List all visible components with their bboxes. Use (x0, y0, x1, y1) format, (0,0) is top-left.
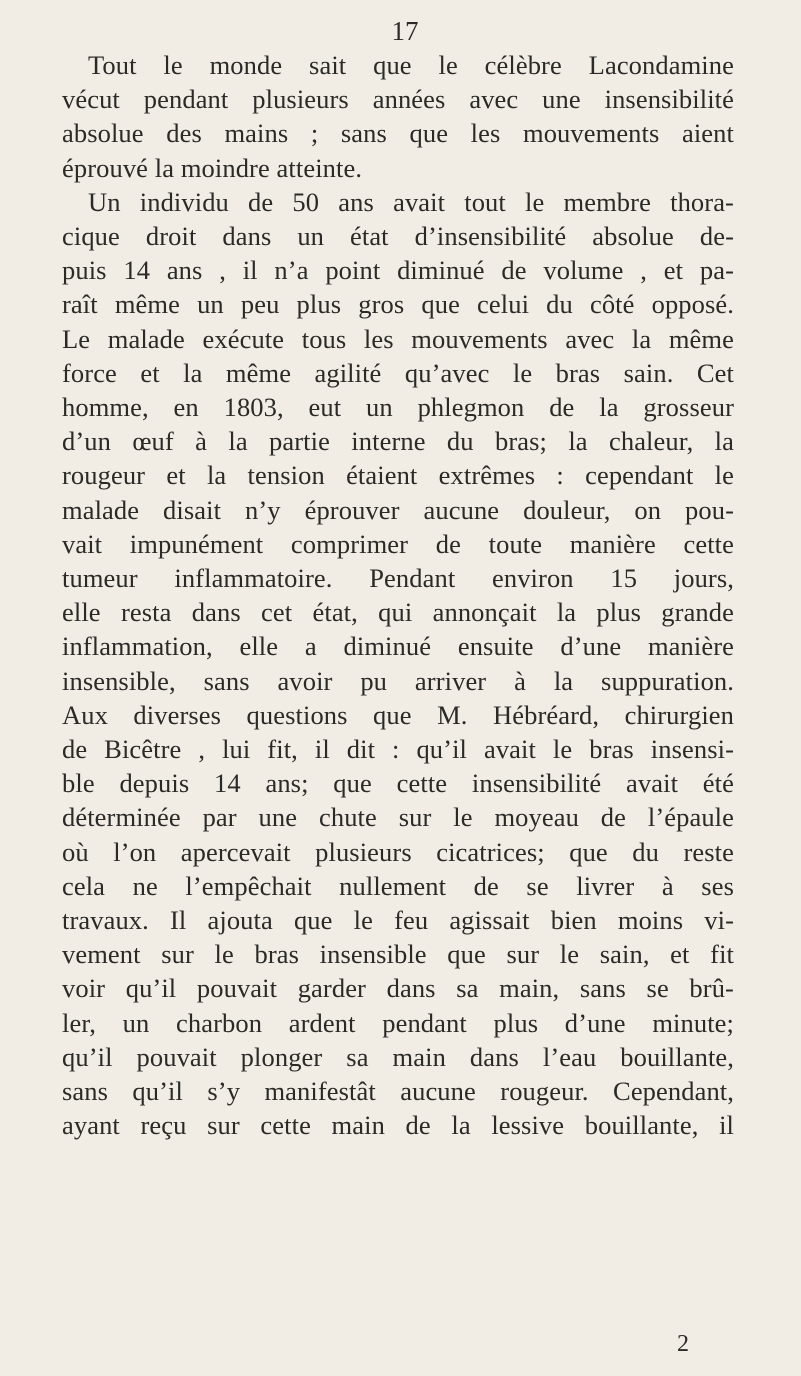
text-line: Aux diverses questions que M. Hébréard, chirurgien (62, 699, 734, 730)
text-line: tumeur inflammatoire. Pendant environ 15 jours, (62, 563, 734, 594)
text-line: ler, un charbon ardent pendant plus d’une minute; (62, 1007, 734, 1038)
text-line: vait impunément comprimer de toute manière cette (62, 528, 734, 559)
text-line: absolue des mains ; sans que les mouvements aient (62, 118, 734, 149)
text-line: sans qu’il s’y manifestât aucune rougeur. Cependant, (62, 1076, 734, 1107)
text-line: cela ne l’empêchait nullement de se livrer à ses (62, 870, 734, 901)
text-line: voir qu’il pouvait garder dans sa main, sans se brû- (62, 973, 734, 1004)
signature-mark: 2 (677, 1331, 689, 1357)
text-line: ble depuis 14 ans; que cette insensibilité avait été (62, 768, 734, 799)
page-number: 17 (391, 16, 419, 46)
text-line: cique droit dans un état d’insensibilité absolue de- (62, 221, 734, 252)
text-line: vement sur le bras insensible que sur le sain, et fit (62, 939, 734, 970)
text-line: Tout le monde sait que le célèbre Lacondamine (88, 50, 734, 80)
text-line: puis 14 ans , il n’a point diminué de volume , et pa- (62, 255, 734, 286)
text-line: Le malade exécute tous les mouvements avec la même (62, 323, 734, 354)
text-line: elle resta dans cet état, qui annonçait la plus grande (62, 597, 734, 628)
text-line: malade disait n’y éprouver aucune douleur, on pou- (62, 494, 734, 525)
text-line: où l’on apercevait plusieurs cicatrices; que du reste (62, 836, 734, 867)
text-line: Un individu de 50 ans avait tout le membre thora- (88, 186, 734, 217)
text-line: raît même un peu plus gros que celui du côté opposé. (62, 289, 734, 320)
text-line: qu’il pouvait plonger sa main dans l’eau bouillante, (62, 1041, 734, 1072)
text-line: force et la même agilité qu’avec le bras sain. Cet (62, 357, 734, 388)
text-line: déterminée par une chute sur le moyeau de l’épaule (62, 802, 734, 833)
text-line: d’un œuf à la partie interne du bras; la chaleur, la (62, 426, 734, 457)
text-line: insensible, sans avoir pu arriver à la suppuration. (62, 665, 734, 696)
text-line: travaux. Il ajouta que le feu agissait bien moins vi- (62, 905, 734, 936)
text-line: homme, en 1803, eut un phlegmon de la grosseur (62, 392, 734, 423)
text-line: rougeur et la tension étaient extrêmes : cependant le (62, 460, 734, 491)
text-line: de Bicêtre , lui fit, il dit : qu’il avait le bras insensi- (62, 734, 734, 765)
text-line: inflammation, elle a diminué ensuite d’une manière (62, 631, 734, 662)
body-text (62, 48, 734, 1143)
text-line: éprouvé la moindre atteinte. (62, 152, 363, 183)
text-line: ayant reçu sur cette main de la lessive bouillante, il (62, 1110, 734, 1141)
text-line: vécut pendant plusieurs années avec une insensibilité (62, 84, 734, 115)
